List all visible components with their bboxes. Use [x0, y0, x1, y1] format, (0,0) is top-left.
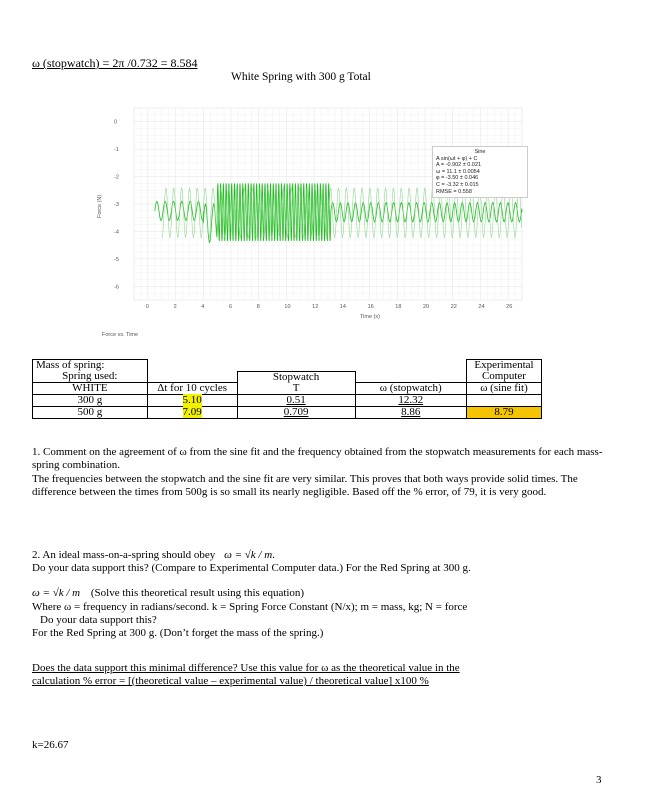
x-tick-label: 0 [145, 304, 149, 310]
x-tick-label: 22 [450, 304, 457, 310]
q2-solve-text: (Solve this theoretical result using this equation) [90, 587, 305, 599]
chart-title: White Spring with 300 g Total [231, 71, 371, 83]
table-row [33, 407, 542, 419]
blank-cell [237, 360, 355, 372]
x-tick-label: 6 [229, 304, 233, 310]
legend-equation: A sin(ωt + φ) + C [436, 155, 478, 162]
x-tick-label: 18 [395, 304, 402, 310]
question-2-line-2: Do your data support this? (Compare to Experimental Computer data.) For the Red Spring at 300 g. [32, 562, 471, 574]
legend-row-a: A = -0.902 ± 0.021 [436, 162, 482, 169]
table-row [33, 395, 542, 407]
chart-caption: Force vs. Time [102, 332, 139, 338]
row-period: 0.709 [237, 407, 355, 419]
question-2-line-5: Do your data support this? [40, 614, 157, 626]
spring-white: WHITE [33, 383, 148, 395]
question-2-line-4: Where ω = frequency in radians/second. k = Spring Force Constant (N/x); m = mass, kg; N = force [32, 601, 468, 613]
period-header: T [237, 383, 355, 395]
force-time-chart [92, 100, 532, 350]
blank-cell [147, 371, 237, 383]
question-1: 1. Comment on the agreement of ω from the sine fit and the frequency obtained from the stopwatch measurements for each mass-spring combination. [32, 446, 603, 471]
row-period: 0.51 [237, 395, 355, 407]
dt-header: Δt for 10 cycles [147, 383, 237, 395]
legend-row-phi: φ = -3.50 ± 0.046 [436, 175, 479, 182]
chart-svg [92, 100, 532, 350]
question-2-line-3 [32, 587, 612, 600]
x-tick-label: 4 [201, 304, 205, 310]
legend-row-c: C = -3.32 ± 0.015 [436, 181, 479, 188]
data-table [32, 359, 542, 419]
x-axis-label: Time (s) [360, 314, 380, 320]
y-tick-label: -4 [114, 229, 119, 236]
chart-legend [432, 146, 528, 198]
mass-of-spring-label: Mass of spring: [33, 360, 148, 372]
q2-formula: ω = √k / m [224, 549, 273, 561]
omega-stopwatch-header: ω (stopwatch) [355, 383, 466, 395]
blank-cell [355, 371, 466, 383]
blank-cell [355, 360, 466, 372]
y-axis-label: Force (N) [97, 194, 103, 218]
header-formula: ω (stopwatch) = 2π /0.732 = 8.584 [32, 56, 198, 70]
question-2-line-8: calculation % error = [(theoretical value – experimental value) / theoretical value] x100 % [32, 675, 429, 687]
q2-formula-2: ω = √k / m [32, 587, 81, 599]
blank-cell [147, 360, 237, 372]
y-tick-label: 0 [114, 119, 118, 126]
row-omega: 8.86 [355, 407, 466, 419]
y-tick-label: -6 [114, 284, 119, 291]
question-2-line-1: 2. An ideal mass-on-a-spring should obey ω = √k / m. [32, 549, 275, 561]
legend-row-rmse: RMSE = 0.558 [436, 188, 472, 195]
row-omega: 12.32 [355, 395, 466, 407]
computer-header: Computer [466, 371, 541, 383]
row-dt-value: 5.10 [182, 394, 202, 406]
x-tick-label: 2 [173, 304, 177, 310]
question-2-line-6: For the Red Spring at 300 g. (Don’t forget the mass of the spring.) [32, 627, 324, 639]
answer-1: The frequencies between the stopwatch and the sine fit are very similar. This proves that both ways provide solid times. The difference between the times from 500g is so small its nearly negligible. Based off the % error, of 79, it is very good. [32, 473, 578, 498]
spring-used-label: Spring used: [33, 371, 148, 383]
x-tick-label: 16 [367, 304, 374, 310]
legend-row-omega: ω = 11.1 ± 0.0054 [436, 168, 480, 175]
k-value: k=26.67 [32, 739, 69, 751]
x-tick-label: 24 [478, 304, 485, 310]
row-mass: 300 g [33, 395, 148, 407]
x-tick-label: 20 [423, 304, 430, 310]
x-tick-label: 10 [284, 304, 291, 310]
row-dt-value: 7.09 [182, 406, 202, 418]
row-dt [147, 395, 237, 407]
x-tick-label: 12 [312, 304, 319, 310]
y-tick-label: -2 [114, 174, 119, 181]
stopwatch-header: Stopwatch [237, 371, 355, 383]
x-tick-label: 26 [506, 304, 513, 310]
legend-title: Sine [474, 149, 486, 155]
page-number: 3 [596, 774, 602, 786]
question-2-line-7: Does the data support this minimal difference? Use this value for ω as the theoretical value in the [32, 662, 460, 674]
y-tick-label: -5 [114, 256, 119, 263]
x-tick-label: 8 [256, 304, 260, 310]
row-fit [466, 395, 541, 407]
y-tick-label: -3 [114, 202, 119, 208]
y-tick-label: -1 [114, 147, 119, 154]
row-fit: 8.79 [466, 407, 541, 419]
row-mass: 500 g [33, 407, 148, 419]
omega-sine-header: ω (sine fit) [466, 383, 541, 395]
x-tick-label: 14 [339, 304, 346, 310]
q2-text: 2. An ideal mass-on-a-spring should obey [32, 549, 216, 561]
experimental-header: Experimental [466, 360, 541, 372]
row-dt [147, 407, 237, 419]
